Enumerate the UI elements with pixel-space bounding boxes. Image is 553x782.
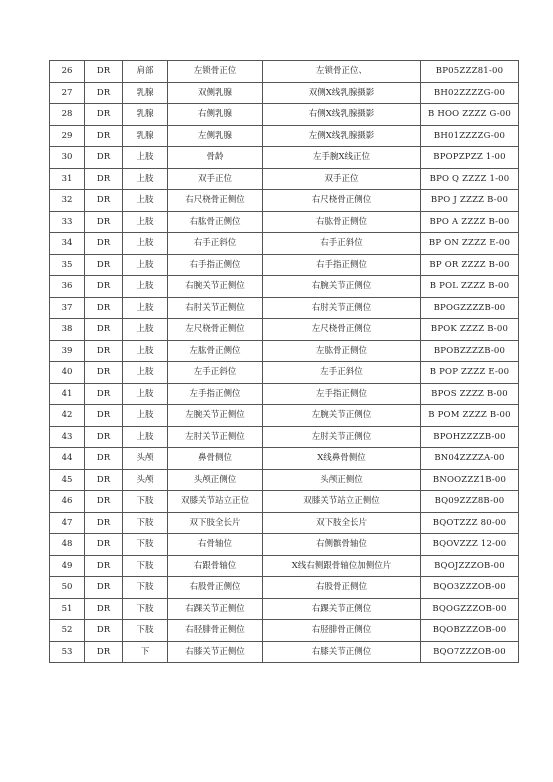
modality-cell: DR	[85, 426, 123, 448]
table-row	[50, 620, 519, 642]
body-part-cell: 上肢	[123, 426, 168, 448]
table-row	[50, 448, 519, 470]
row-number-cell: 52	[50, 620, 85, 642]
exam-item-cell: 头颅正侧位	[168, 469, 263, 491]
exam-code-cell: BQO3ZZZOB-00	[421, 577, 519, 599]
body-part-cell: 上肢	[123, 168, 168, 190]
exam-code-cell: B HOO ZZZZ G-00	[421, 104, 519, 126]
exam-item-cell: 双膝关节站立正位	[168, 491, 263, 513]
table-row	[50, 168, 519, 190]
table-row	[50, 233, 519, 255]
exam-description-cell: 双膝关节站立正侧位	[263, 491, 421, 513]
exam-code-cell: BPOBZZZZB-00	[421, 340, 519, 362]
exam-description-cell: 双手正位	[263, 168, 421, 190]
row-number-cell: 42	[50, 405, 85, 427]
body-part-cell: 下肢	[123, 512, 168, 534]
body-part-cell: 肩部	[123, 61, 168, 83]
table-row	[50, 297, 519, 319]
exam-description-cell: 右手指正侧位	[263, 254, 421, 276]
exam-code-cell: BPOS ZZZZ B-00	[421, 383, 519, 405]
table-row	[50, 383, 519, 405]
table-row	[50, 534, 519, 556]
body-part-cell: 上肢	[123, 211, 168, 233]
row-number-cell: 53	[50, 641, 85, 663]
exam-item-cell: 右尺桡骨正侧位	[168, 190, 263, 212]
row-number-cell: 49	[50, 555, 85, 577]
body-part-cell: 下肢	[123, 620, 168, 642]
exam-item-cell: 骨龄	[168, 147, 263, 169]
body-part-cell: 下肢	[123, 534, 168, 556]
modality-cell: DR	[85, 190, 123, 212]
exam-item-cell: 鼻骨侧位	[168, 448, 263, 470]
exam-description-cell: 左手指正侧位	[263, 383, 421, 405]
exam-code-cell: B POP ZZZZ E-00	[421, 362, 519, 384]
exam-description-cell: 左侧X线乳腺摄影	[263, 125, 421, 147]
table-row	[50, 61, 519, 83]
table-row	[50, 469, 519, 491]
exam-item-cell: 右膝关节正侧位	[168, 641, 263, 663]
table-row	[50, 641, 519, 663]
row-number-cell: 51	[50, 598, 85, 620]
exam-description-cell: 左腕关节正侧位	[263, 405, 421, 427]
table-row	[50, 598, 519, 620]
exam-code-cell: BQOTZZZ 80-00	[421, 512, 519, 534]
exam-code-cell: BPO A ZZZZ B-00	[421, 211, 519, 233]
modality-cell: DR	[85, 254, 123, 276]
exam-code-cell: BN04ZZZZA-00	[421, 448, 519, 470]
modality-cell: DR	[85, 297, 123, 319]
table-row	[50, 276, 519, 298]
row-number-cell: 38	[50, 319, 85, 341]
row-number-cell: 46	[50, 491, 85, 513]
exam-description-cell: 右侧X线乳腺摄影	[263, 104, 421, 126]
exam-code-cell: B POL ZZZZ B-00	[421, 276, 519, 298]
exam-item-cell: 右股骨正侧位	[168, 577, 263, 599]
exam-description-cell: 右手正斜位	[263, 233, 421, 255]
body-part-cell: 乳腺	[123, 82, 168, 104]
row-number-cell: 28	[50, 104, 85, 126]
exam-description-cell: 右胫腓骨正侧位	[263, 620, 421, 642]
body-part-cell: 头颅	[123, 469, 168, 491]
exam-item-cell: 左手正斜位	[168, 362, 263, 384]
exam-item-cell: 左腕关节正侧位	[168, 405, 263, 427]
body-part-cell: 上肢	[123, 319, 168, 341]
table-row	[50, 125, 519, 147]
exam-code-cell: BQOJZZZOB-00	[421, 555, 519, 577]
body-part-cell: 上肢	[123, 340, 168, 362]
exam-item-cell: 左肱骨正侧位	[168, 340, 263, 362]
row-number-cell: 34	[50, 233, 85, 255]
exam-item-cell: 右跟骨轴位	[168, 555, 263, 577]
table-row	[50, 211, 519, 233]
modality-cell: DR	[85, 620, 123, 642]
row-number-cell: 50	[50, 577, 85, 599]
body-part-cell: 下	[123, 641, 168, 663]
exam-code-cell: BQ09ZZZ8B-00	[421, 491, 519, 513]
body-part-cell: 上肢	[123, 254, 168, 276]
modality-cell: DR	[85, 319, 123, 341]
exam-code-cell: BQOBZZZOB-00	[421, 620, 519, 642]
body-part-cell: 下肢	[123, 598, 168, 620]
modality-cell: DR	[85, 276, 123, 298]
exam-item-cell: 双手正位	[168, 168, 263, 190]
exam-code-cell: BPO Q ZZZZ 1-00	[421, 168, 519, 190]
body-part-cell: 上肢	[123, 276, 168, 298]
exam-description-cell: 左手腕X线正位	[263, 147, 421, 169]
exam-description-cell: 左肱骨正侧位	[263, 340, 421, 362]
table-row	[50, 491, 519, 513]
table-row	[50, 426, 519, 448]
row-number-cell: 32	[50, 190, 85, 212]
exam-description-cell: X线右侧跟骨轴位加侧位片	[263, 555, 421, 577]
exam-item-cell: 左手指正侧位	[168, 383, 263, 405]
exam-item-cell: 左锁骨正位	[168, 61, 263, 83]
exam-code-cell: B POM ZZZZ B-00	[421, 405, 519, 427]
row-number-cell: 27	[50, 82, 85, 104]
table-row	[50, 104, 519, 126]
modality-cell: DR	[85, 168, 123, 190]
modality-cell: DR	[85, 469, 123, 491]
modality-cell: DR	[85, 383, 123, 405]
body-part-cell: 下肢	[123, 577, 168, 599]
exam-description-cell: 双侧X线乳腺摄影	[263, 82, 421, 104]
modality-cell: DR	[85, 340, 123, 362]
modality-cell: DR	[85, 577, 123, 599]
modality-cell: DR	[85, 448, 123, 470]
exam-description-cell: 左锁骨正位、	[263, 61, 421, 83]
exam-description-cell: 头颅正侧位	[263, 469, 421, 491]
exam-description-cell: 右股骨正侧位	[263, 577, 421, 599]
exam-code-cell: BPO J ZZZZ B-00	[421, 190, 519, 212]
row-number-cell: 31	[50, 168, 85, 190]
exam-item-cell: 右骨轴位	[168, 534, 263, 556]
body-part-cell: 上肢	[123, 147, 168, 169]
modality-cell: DR	[85, 405, 123, 427]
table-row	[50, 147, 519, 169]
exam-item-cell: 右腕关节正侧位	[168, 276, 263, 298]
modality-cell: DR	[85, 512, 123, 534]
row-number-cell: 39	[50, 340, 85, 362]
exam-description-cell: 右尺桡骨正侧位	[263, 190, 421, 212]
exam-description-cell: 右腕关节正侧位	[263, 276, 421, 298]
row-number-cell: 33	[50, 211, 85, 233]
body-part-cell: 下肢	[123, 555, 168, 577]
row-number-cell: 36	[50, 276, 85, 298]
exam-item-cell: 双侧乳腺	[168, 82, 263, 104]
exam-item-cell: 右侧乳腺	[168, 104, 263, 126]
modality-cell: DR	[85, 598, 123, 620]
body-part-cell: 上肢	[123, 405, 168, 427]
exam-code-cell: BP ON ZZZZ E-00	[421, 233, 519, 255]
table-row	[50, 512, 519, 534]
table-row	[50, 319, 519, 341]
exam-description-cell: 左肘关节正侧位	[263, 426, 421, 448]
exam-code-cell: BP OR ZZZZ B-00	[421, 254, 519, 276]
modality-cell: DR	[85, 82, 123, 104]
exam-description-cell: 右肘关节正侧位	[263, 297, 421, 319]
exam-code-cell: BP05ZZZ81-00	[421, 61, 519, 83]
table-row	[50, 362, 519, 384]
body-part-cell: 头颅	[123, 448, 168, 470]
table-row	[50, 190, 519, 212]
exam-description-cell: 右肱骨正侧位	[263, 211, 421, 233]
exam-item-cell: 左侧乳腺	[168, 125, 263, 147]
exam-code-cell: BH02ZZZZG-00	[421, 82, 519, 104]
exam-code-cell: BPOK ZZZZ B-00	[421, 319, 519, 341]
row-number-cell: 35	[50, 254, 85, 276]
modality-cell: DR	[85, 61, 123, 83]
exam-item-cell: 左肘关节正侧位	[168, 426, 263, 448]
row-number-cell: 30	[50, 147, 85, 169]
exam-item-cell: 右手指正侧位	[168, 254, 263, 276]
exam-description-cell: 右踝关节正侧位	[263, 598, 421, 620]
modality-cell: DR	[85, 147, 123, 169]
exam-code-cell: BPOPZPZZ 1-00	[421, 147, 519, 169]
table-row	[50, 340, 519, 362]
modality-cell: DR	[85, 104, 123, 126]
exam-description-cell: 双下肢全长片	[263, 512, 421, 534]
modality-cell: DR	[85, 491, 123, 513]
exam-description-cell: 左尺桡骨正侧位	[263, 319, 421, 341]
exam-item-cell: 右踝关节正侧位	[168, 598, 263, 620]
table-row	[50, 82, 519, 104]
row-number-cell: 40	[50, 362, 85, 384]
row-number-cell: 37	[50, 297, 85, 319]
modality-cell: DR	[85, 641, 123, 663]
exam-item-cell: 右手正斜位	[168, 233, 263, 255]
row-number-cell: 29	[50, 125, 85, 147]
exam-item-cell: 双下肢全长片	[168, 512, 263, 534]
modality-cell: DR	[85, 555, 123, 577]
table-row	[50, 577, 519, 599]
row-number-cell: 48	[50, 534, 85, 556]
exam-description-cell: 左手正斜位	[263, 362, 421, 384]
table-row	[50, 254, 519, 276]
body-part-cell: 上肢	[123, 383, 168, 405]
modality-cell: DR	[85, 362, 123, 384]
body-part-cell: 上肢	[123, 362, 168, 384]
exam-code-cell: BQOVZZZ 12-00	[421, 534, 519, 556]
body-part-cell: 乳腺	[123, 104, 168, 126]
modality-cell: DR	[85, 211, 123, 233]
body-part-cell: 上肢	[123, 233, 168, 255]
row-number-cell: 47	[50, 512, 85, 534]
table-row	[50, 555, 519, 577]
modality-cell: DR	[85, 534, 123, 556]
body-part-cell: 下肢	[123, 491, 168, 513]
body-part-cell: 上肢	[123, 190, 168, 212]
exam-code-cell: BNOOZZZ1B-00	[421, 469, 519, 491]
exam-description-cell: 右侧髌骨轴位	[263, 534, 421, 556]
table-body	[50, 61, 519, 663]
row-number-cell: 43	[50, 426, 85, 448]
exam-item-cell: 右肱骨正侧位	[168, 211, 263, 233]
exam-item-cell: 右胫腓骨正侧位	[168, 620, 263, 642]
exam-code-cell: BQOGZZZOB-00	[421, 598, 519, 620]
exam-code-cell: BPOHZZZZB-00	[421, 426, 519, 448]
modality-cell: DR	[85, 125, 123, 147]
exam-items-table	[49, 60, 519, 663]
exam-description-cell: X线鼻骨侧位	[263, 448, 421, 470]
exam-item-cell: 右肘关节正侧位	[168, 297, 263, 319]
modality-cell: DR	[85, 233, 123, 255]
exam-description-cell: 右膝关节正侧位	[263, 641, 421, 663]
exam-code-cell: BPOGZZZZB-00	[421, 297, 519, 319]
row-number-cell: 26	[50, 61, 85, 83]
exam-item-cell: 左尺桡骨正侧位	[168, 319, 263, 341]
table-row	[50, 405, 519, 427]
row-number-cell: 41	[50, 383, 85, 405]
row-number-cell: 44	[50, 448, 85, 470]
body-part-cell: 上肢	[123, 297, 168, 319]
row-number-cell: 45	[50, 469, 85, 491]
exam-code-cell: BQO7ZZZOB-00	[421, 641, 519, 663]
body-part-cell: 乳腺	[123, 125, 168, 147]
exam-code-cell: BH01ZZZZG-00	[421, 125, 519, 147]
